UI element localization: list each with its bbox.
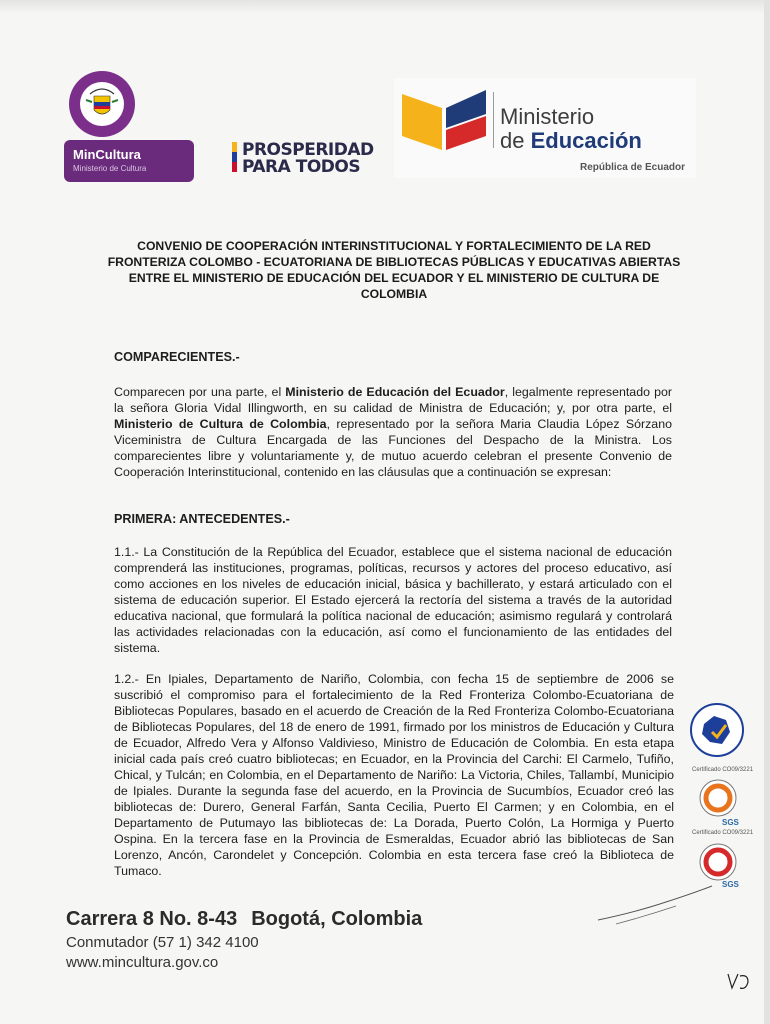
section-heading-primera: PRIMERA: ANTECEDENTES.- bbox=[114, 512, 290, 526]
prosperidad-line1: PROSPERIDAD bbox=[242, 140, 374, 160]
ministerio-label: Ministerio bbox=[500, 104, 595, 129]
cert1-code: Certificado CO09/3221 bbox=[692, 767, 754, 773]
flag-red-bar bbox=[232, 162, 237, 172]
cert2-sgs-label: SGS bbox=[722, 818, 739, 827]
educacion-bold: Educación bbox=[530, 128, 642, 153]
scan-edge-top bbox=[0, 0, 770, 14]
republica-ecuador-label: República de Ecuador bbox=[580, 162, 686, 173]
footer-street: Carrera 8 No. 8-43 bbox=[66, 908, 238, 930]
flag-blue-bar bbox=[232, 152, 237, 162]
handwritten-initials bbox=[726, 970, 752, 992]
mincultura-name: MinCultura bbox=[73, 147, 141, 162]
cert2-code: Certificado CO09/3221 bbox=[692, 830, 754, 836]
footer-phone: Conmutador (57 1) 342 4100 bbox=[66, 934, 259, 951]
bold-entity-colombia: Ministerio de Cultura de Colombia bbox=[114, 417, 327, 431]
colombia-coat-of-arms-icon bbox=[68, 70, 136, 138]
educacion-label bbox=[500, 128, 642, 154]
paragraph-1-2: 1.2.- En Ipiales, Departamento de Nariño, Colombia, con fecha 15 de septiembre de 2006 se suscribió el compromiso para el fortalecimiento de la Red Fronteriza Colombo-Ecuatoriana de Bibliotecas Populares, basado en el acuerdo de Creación de la Red Fronteriza Colombo-Ecuatoriana de Bibliotecas Populares, del 18 de enero de 1991, firmado por los ministros de Educación y Cultura de Ecuador, Alfredo Vera y Alfonso Valdivieso, Ministro de Educación de Colombia. En esta etapa inicial cada país creó cuatro bibliotecas; en Ecuador, en la Provincia del Carchi: El Carmelo, Tufiño, Chical, y Tulcán; en Colombia, en el Departamento de Nariño: La Victoria, Chiles, Tallambí, Municipio de Ipiales. Durante la segunda fase del acuerdo, en la Provincia de Sucumbíos, Ecuador creó las bibliotecas de: Durero, General Farfán, Santa Cecilia, Puerto El Carmen; y en Colombia, en el Departamento de Putumayo las bibliotecas de: La Dorada, Puerto Colón, La Hormiga y Puerto Ospina. En la tercera fase en la Provincia de Esmeraldas, Ecuador abrió las bibliotecas de San Lorenzo, Ancón, Carondelet y Concepción. Colombia en esta tercera fase creó la Biblioteca de Tumaco. bbox=[114, 672, 674, 878]
mincultura-logo bbox=[64, 140, 194, 182]
mincultura-subtitle: Ministerio de Cultura bbox=[73, 164, 147, 173]
prosperidad-logo bbox=[232, 140, 372, 176]
prosperidad-line2: PARA TODOS bbox=[242, 157, 361, 177]
logo-divider bbox=[493, 92, 494, 148]
educacion-prefix: de bbox=[500, 128, 531, 153]
cert3-sgs-label: SGS bbox=[722, 880, 739, 889]
text-run: Comparecen por una parte, el bbox=[114, 385, 286, 399]
text-run: , representado por la señora Maria Claudia López Sórzano Viceministra de Cultura Encargada de las Funciones del Despacho de la Ministra. Los comparecientes libre y voluntariamente y, de mutuo acuerdo celebran el presente Convenio de Cooperación Interinstitucional, contenido en las cláusulas que a continuación se expresan: bbox=[114, 417, 672, 479]
scan-edge-right bbox=[764, 0, 770, 1024]
text-run: , legalmente representado por la señora Gloria Vidal Illingworth, en su calidad de Ministra de Educación; y, por otra parte, el bbox=[114, 385, 672, 415]
footer-city: Bogotá, Colombia bbox=[251, 908, 423, 930]
handwritten-signature bbox=[596, 880, 716, 930]
document-title: CONVENIO DE COOPERACIÓN INTERINSTITUCIONAL Y FORTALECIMIENTO DE LA RED FRONTERIZA COLOMBO - ECUATORIANA DE BIBLIOTECAS PÚBLICAS Y EDUCATIVAS ABIERTAS ENTRE EL MINISTERIO DE EDUCACIÓN DEL ECUADOR Y EL MINISTERIO DE CULTURA DE COLOMBIA bbox=[107, 239, 681, 301]
bold-entity-ecuador: Ministerio de Educación del Ecuador bbox=[285, 385, 505, 399]
flag-yellow-bar bbox=[232, 142, 237, 152]
iqnet-certification-icon bbox=[690, 702, 744, 762]
footer-address bbox=[66, 908, 422, 931]
footer-website: www.mincultura.gov.co bbox=[66, 954, 219, 971]
section-heading-comparecientes: COMPARECIENTES.- bbox=[114, 350, 240, 364]
paragraph-comparecientes bbox=[114, 384, 672, 480]
paragraph-1-1: 1.1.- La Constitución de la República del Ecuador, establece que el sistema nacional de educación comprenderá las instituciones, programas, políticas, recursos y actores del proceso educativo, así como acciones en los niveles de educación inicial, básica y bachillerato, y estará articulado con el sistema de educación superior. El Estado ejercerá la rectoría del sistema a través de la autoridad educativa nacional, que formulará la política nacional de educación; asimismo regulará y controlará las actividades relacionadas con la educación, así como el funcionamiento de las entidades del sistema. bbox=[114, 545, 672, 655]
ministerio-educacion-book-icon bbox=[398, 84, 490, 152]
